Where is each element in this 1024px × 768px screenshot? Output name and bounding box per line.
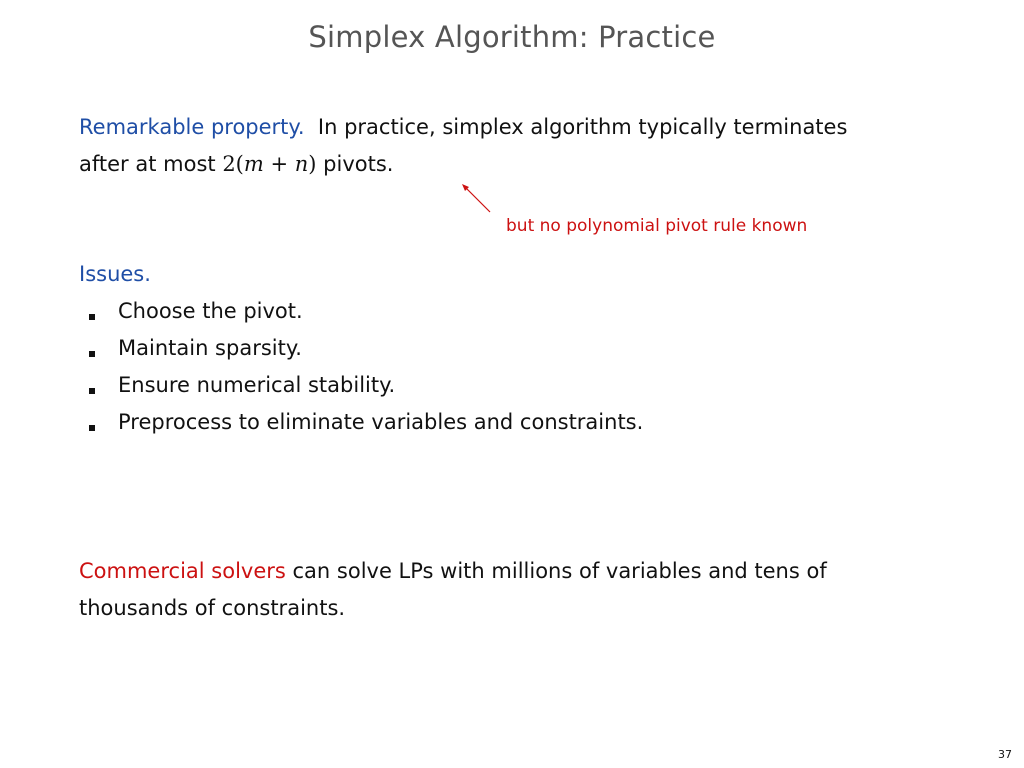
- slide-title: Simplex Algorithm: Practice: [308, 20, 716, 54]
- property-text-2-suffix: pivots.: [323, 152, 394, 176]
- list-item: [79, 367, 643, 404]
- annotation-text: but no polynomial pivot rule known: [506, 216, 808, 236]
- formula-plus: +: [263, 152, 295, 176]
- commercial-line-2: thousands of constraints.: [79, 596, 346, 620]
- formula-m: m: [243, 152, 264, 176]
- issue-text: Choose the pivot.: [118, 299, 303, 323]
- commercial-line-1: [79, 553, 827, 590]
- bullet-icon: [89, 388, 95, 394]
- annotation-arrow-line: [464, 186, 490, 212]
- commercial-paragraph: [79, 553, 827, 627]
- commercial-label: Commercial solvers: [79, 559, 286, 583]
- bullet-icon: [89, 425, 95, 431]
- property-line-2: [79, 146, 847, 183]
- bullet-icon: [89, 351, 95, 357]
- property-text-2-prefix: after at most: [79, 152, 216, 176]
- issue-text: Maintain sparsity.: [118, 336, 302, 360]
- property-label: Remarkable property.: [79, 115, 305, 139]
- issues-label: Issues.: [79, 262, 151, 286]
- list-item: [79, 330, 643, 367]
- page-number: 37: [998, 748, 1012, 761]
- bullet-icon: [89, 314, 95, 320]
- formula-coef: 2(: [222, 152, 244, 176]
- issues-list: [79, 293, 643, 441]
- list-item: [79, 293, 643, 330]
- list-item: [79, 404, 643, 441]
- issue-text: Preprocess to eliminate variables and constraints.: [118, 410, 644, 434]
- issue-text: Ensure numerical stability.: [118, 373, 396, 397]
- commercial-text-1: can solve LPs with millions of variables and tens of: [292, 559, 827, 583]
- pivot-bound-formula: [222, 152, 316, 176]
- property-line-1: [79, 109, 847, 146]
- annotation-arrowhead: [462, 184, 469, 191]
- formula-n: n: [294, 152, 309, 176]
- property-paragraph: [79, 109, 847, 183]
- property-text-1: In practice, simplex algorithm typically terminates: [317, 115, 848, 139]
- formula-close: ): [308, 152, 317, 176]
